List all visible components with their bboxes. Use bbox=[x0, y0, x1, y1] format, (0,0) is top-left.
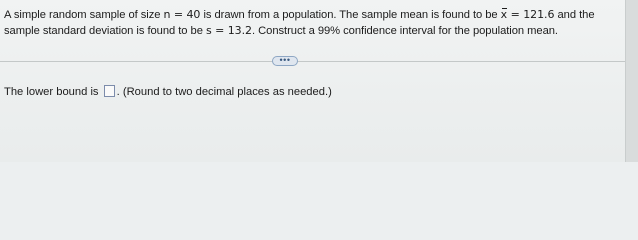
answer-suffix: . (Round to two decimal places as needed.) bbox=[116, 86, 332, 98]
sample-mean: x = 121.6 bbox=[500, 8, 555, 21]
expand-ellipsis-button[interactable]: ••• bbox=[272, 56, 298, 66]
question-line-2: sample standard deviation is found to be s = 13.2. Construct a 99% confidence interval for the population mean. bbox=[4, 24, 558, 37]
answer-prefix: The lower bound is bbox=[4, 86, 102, 98]
scrollbar-track[interactable] bbox=[625, 0, 638, 162]
sample-size: n = 40 bbox=[163, 8, 201, 21]
question-line-1: A simple random sample of size n = 40 is drawn from a population. The sample mean is found to be x = 121.6 and the bbox=[4, 8, 595, 21]
lower-bound-input[interactable] bbox=[104, 85, 115, 97]
question-text bbox=[4, 7, 619, 39]
section-divider bbox=[0, 61, 626, 62]
sample-std-dev: s = 13.2 bbox=[205, 24, 252, 37]
answer-row bbox=[4, 85, 332, 100]
x-bar-symbol: x bbox=[500, 8, 508, 21]
